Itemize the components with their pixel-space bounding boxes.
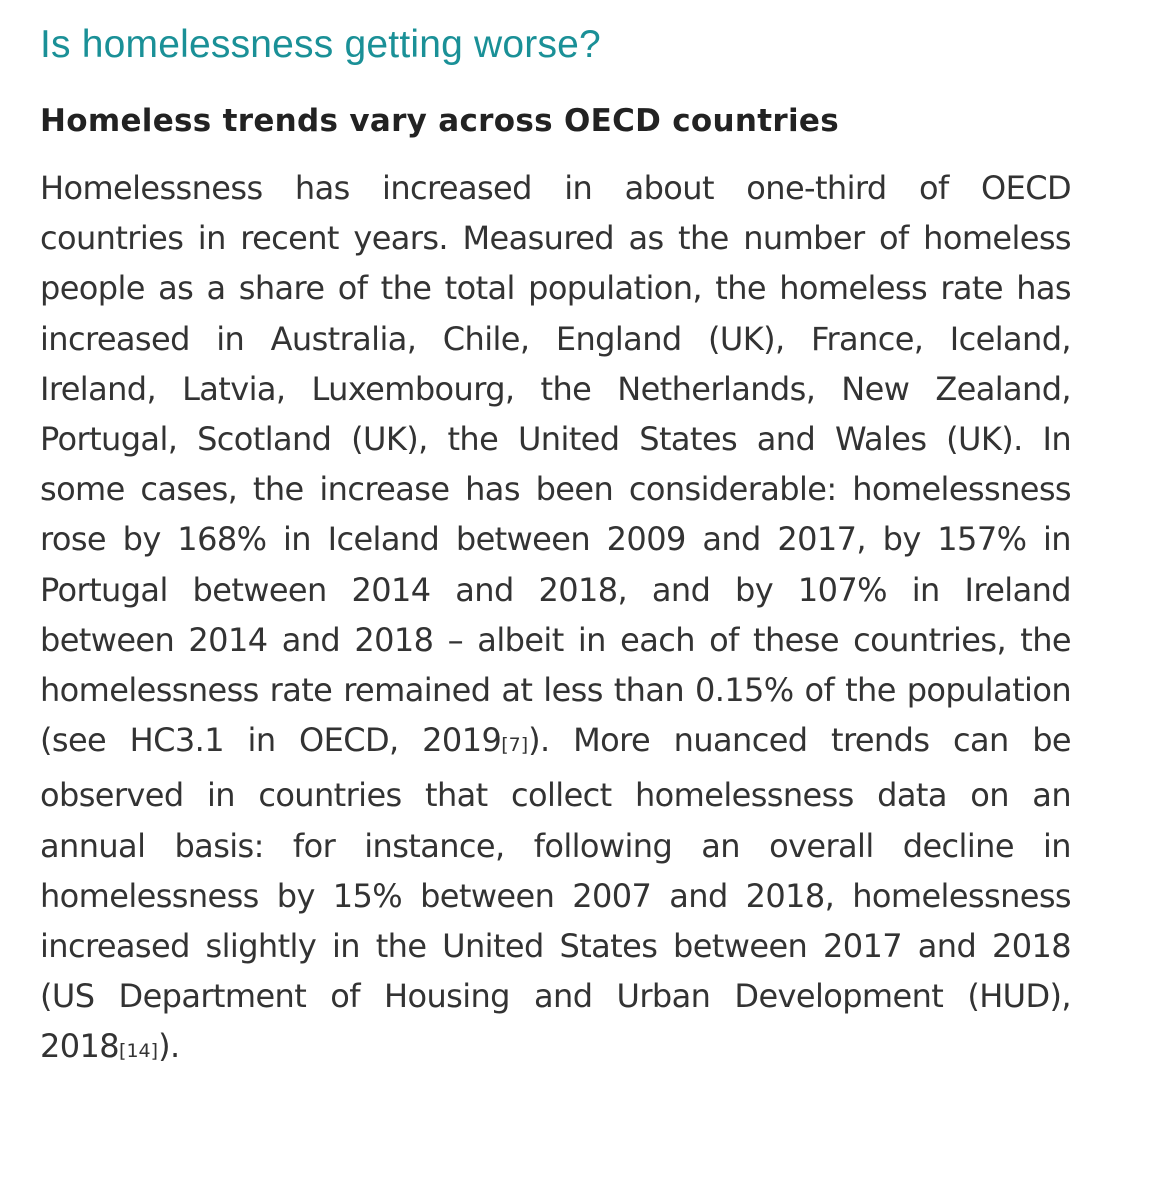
paragraph-text-part2: ). More nuanced trends can be observed in countries that collect homelessness data on an annual basis: for instance, following an overall decline in homelessness by 15% between 2007 and 2018, homelessness increased slightly in the United States between 2017 and 2018 (US Department of Housing and Urban Development (HUD), 2018 [40,721,1071,1066]
subsection-title: Homeless trends vary across OECD countries [40,103,839,139]
paragraph-text-part1: Homelessness has increased in about one-third of OECD countries in recent years. Measured as the number of homeless people as a share of the total population, the homeless rate has increased in Australia, Chile, England (UK), France, Iceland, Ireland, Latvia, Luxembourg, the Netherlands, New Zealand, Portugal, Scotland (UK), the United States and Wales (UK). In some cases, the increase has been considerable: homelessness rose by 168% in Iceland between 2009 and 2017, by 157% in Portugal between 2014 and 2018, and by 107% in Ireland between 2014 and 2018 – albeit in each of these countries, the homelessness rate remained at less than 0.15% of the population (see HC3.1 in OECD, 2019 [40,169,1071,760]
paragraph-text-part3: ). [158,1027,180,1066]
reference-marker-7[interactable]: [ 7 ] [501,734,528,756]
document-page [40,18,1071,1077]
section-title: Is homelessness getting worse? [40,23,601,66]
reference-marker-14[interactable]: [ 14 ] [119,1040,158,1062]
body-paragraph [40,163,1071,1077]
